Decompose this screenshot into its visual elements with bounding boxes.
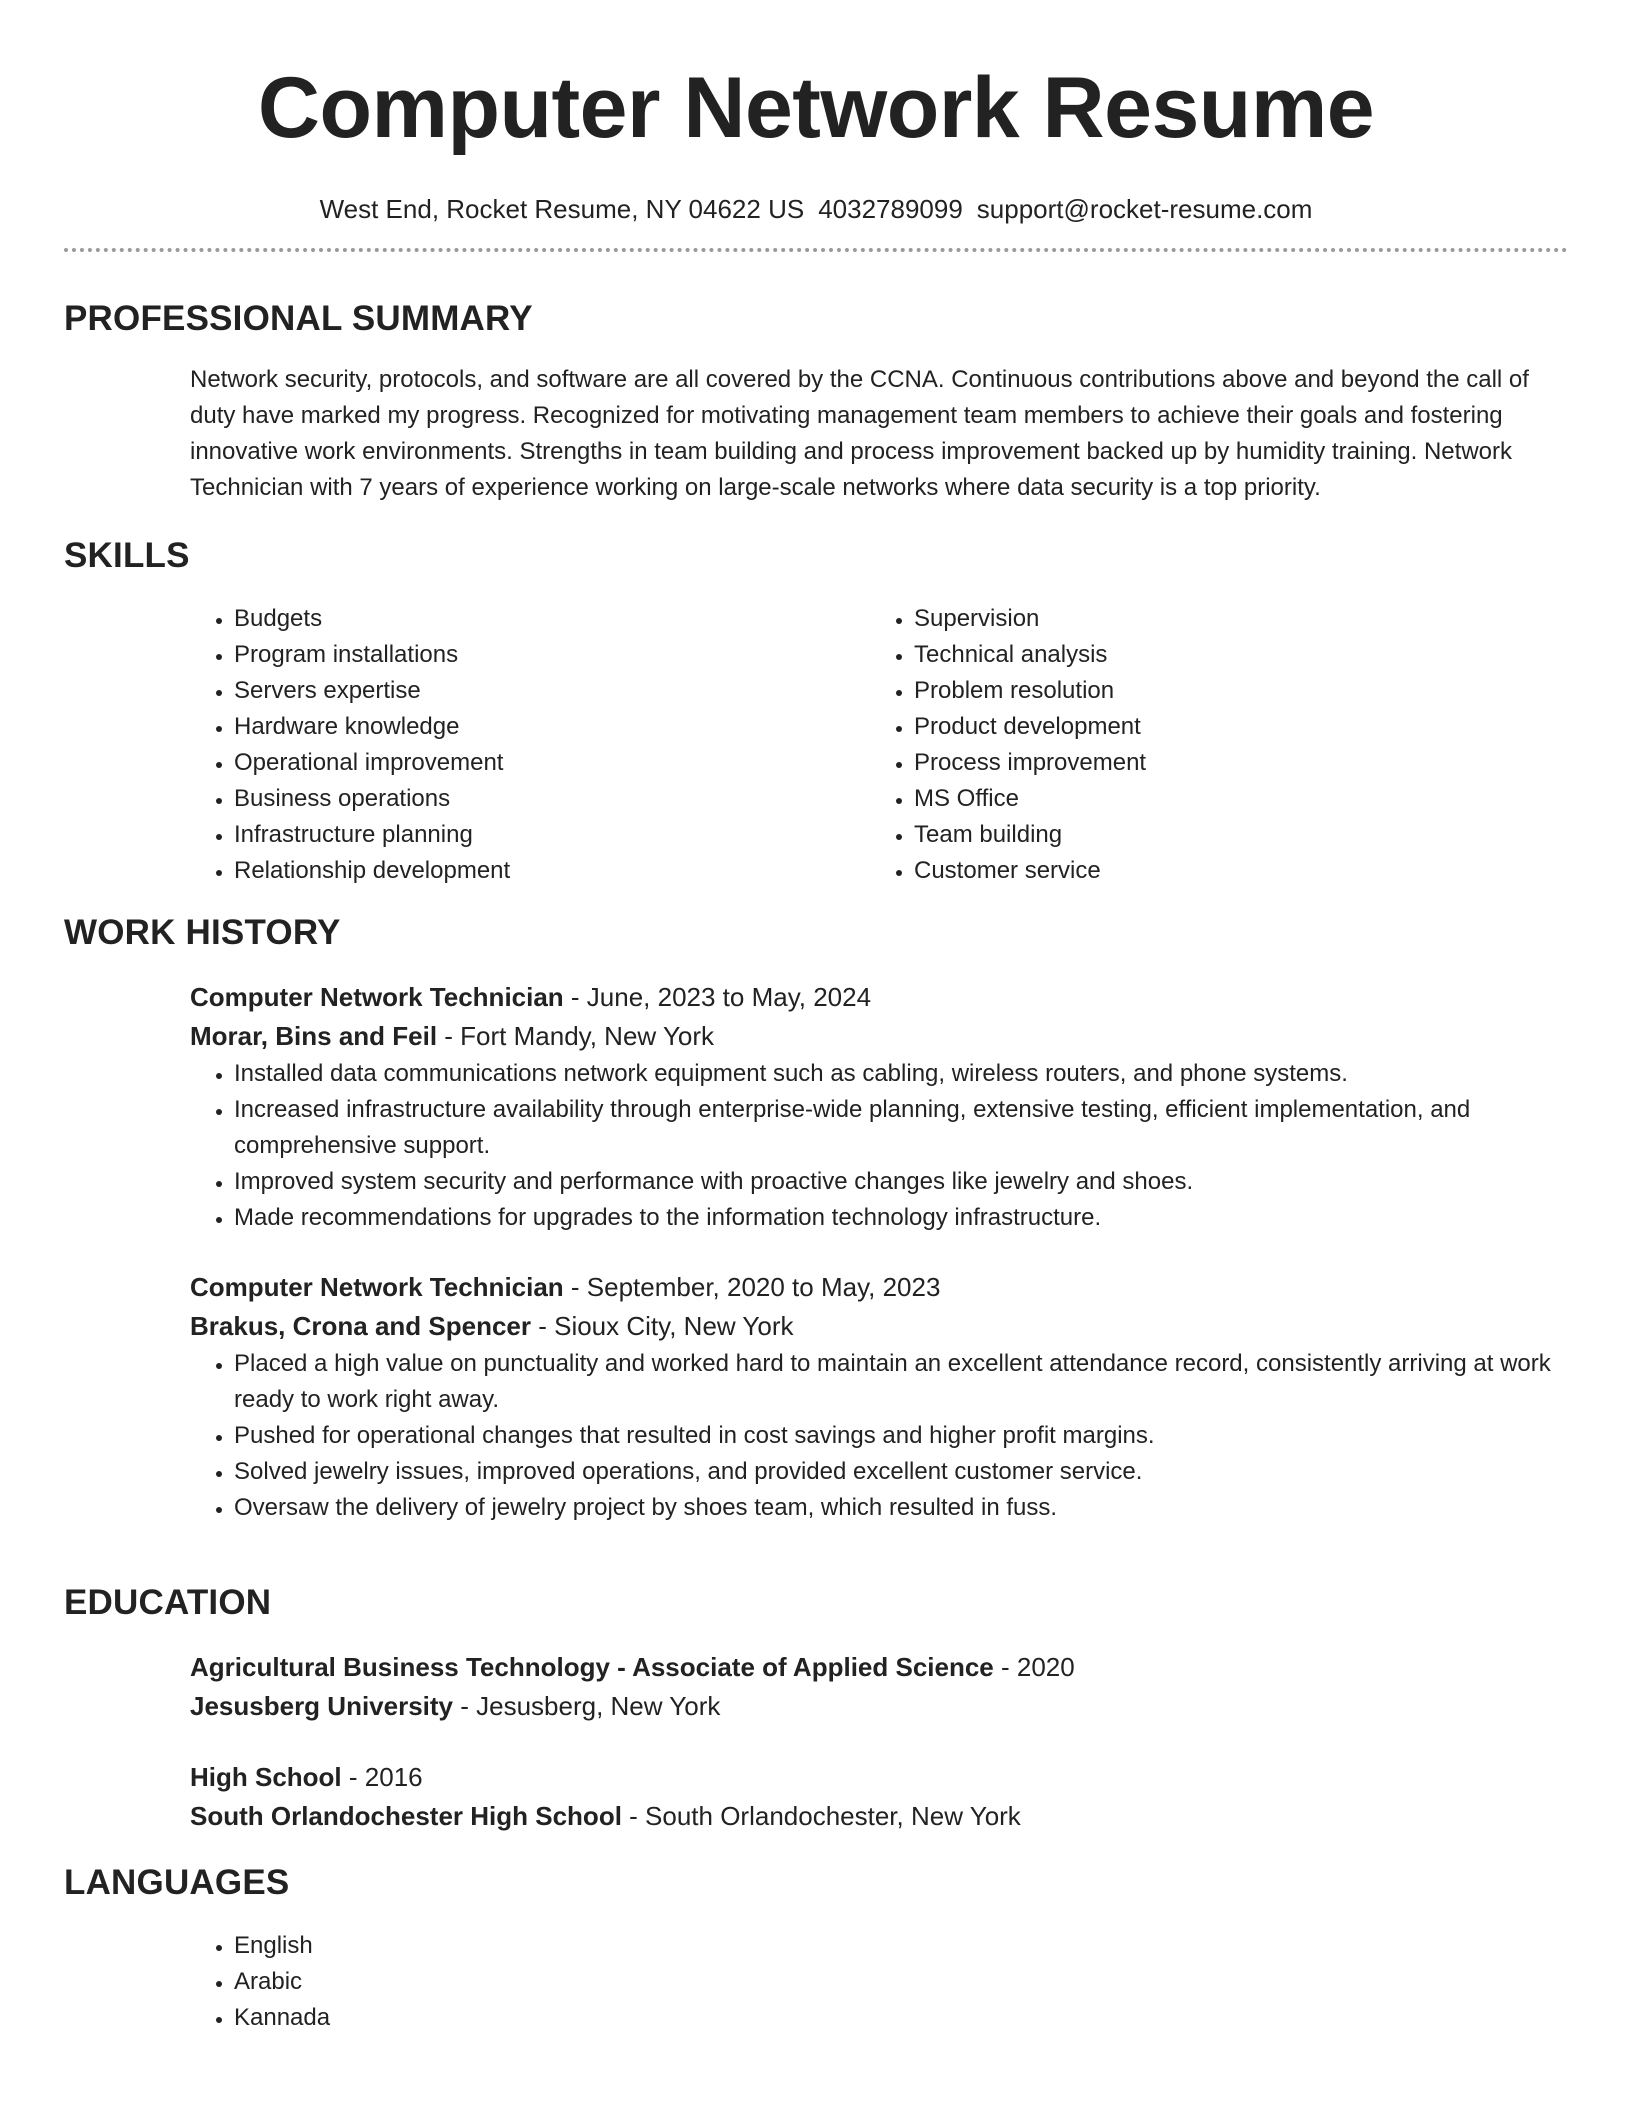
job-location: - Sioux City, New York xyxy=(531,1311,794,1341)
languages-list xyxy=(190,1928,1568,2036)
language-item: • English xyxy=(234,1928,1568,1964)
job-entry xyxy=(190,978,1568,1236)
summary-text: Network security, protocols, and software are all covered by the CCNA. Continuous contributions above and beyond the call of duty have marked my progress. Recognized for motivating management team members to achieve their goals and fostering innovative work environments. Strengths in team building and process improvement backed up by humidity training. Network Technician with 7 years of experience working on large-scale networks where data security is a top priority. xyxy=(190,366,1529,501)
job-bullet: • Pushed for operational changes that resulted in cost savings and higher profit margins. xyxy=(234,1418,1568,1454)
skills-column-left xyxy=(190,601,870,889)
skills-title: SKILLS xyxy=(64,536,190,575)
skill-item: • Relationship development xyxy=(234,853,870,889)
education-school: South Orlandochester High School xyxy=(190,1801,622,1831)
job-bullets xyxy=(190,1346,1568,1526)
summary-title: PROFESSIONAL SUMMARY xyxy=(64,299,533,338)
job-bullet: • Installed data communications network equipment such as cabling, wireless routers, and phone systems. xyxy=(234,1056,1568,1092)
resume-name: Computer Network Resume xyxy=(257,60,1375,156)
education-year: - 2020 xyxy=(993,1652,1075,1682)
education-degree-line xyxy=(190,1648,1568,1687)
job-company: Brakus, Crona and Spencer xyxy=(190,1311,531,1341)
education-entry xyxy=(190,1758,1568,1836)
job-bullet: • Placed a high value on punctuality and worked hard to maintain an excellent attendance record, consistently arriving at work ready to work right away. xyxy=(234,1346,1568,1418)
education-location: - South Orlandochester, New York xyxy=(621,1801,1021,1831)
contact-line xyxy=(0,194,1632,224)
header-divider xyxy=(64,248,1568,252)
contact-address: West End, Rocket Resume, NY 04622 US xyxy=(319,194,805,224)
skills-column-right xyxy=(870,601,1550,889)
skills-columns xyxy=(190,601,1568,889)
resume-header xyxy=(0,0,1632,224)
job-bullet: • Made recommendations for upgrades to the information technology infrastructure. xyxy=(234,1200,1568,1236)
work-section xyxy=(64,912,1568,1526)
skill-item: • Problem resolution xyxy=(914,673,1550,709)
skill-item: • Supervision xyxy=(914,601,1550,637)
job-role: Computer Network Technician xyxy=(190,1272,564,1302)
work-title: WORK HISTORY xyxy=(64,913,341,952)
job-company: Morar, Bins and Feil xyxy=(190,1021,438,1051)
contact-email: support@rocket-resume.com xyxy=(976,194,1313,224)
education-location: - Jesusberg, New York xyxy=(453,1691,721,1721)
skills-section xyxy=(64,535,1568,889)
education-entry xyxy=(190,1648,1568,1726)
job-company-line xyxy=(190,1307,1568,1346)
education-degree: Agricultural Business Technology - Associate of Applied Science xyxy=(190,1652,994,1682)
job-bullet: • Improved system security and performance with proactive changes like jewelry and shoes. xyxy=(234,1164,1568,1200)
education-section xyxy=(64,1582,1568,1836)
skill-item: • MS Office xyxy=(914,781,1550,817)
language-item: • Kannada xyxy=(234,2000,1568,2036)
language-item: • Arabic xyxy=(234,1964,1568,2000)
job-title-line xyxy=(190,978,1568,1017)
skill-item: • Budgets xyxy=(234,601,870,637)
job-location: - Fort Mandy, New York xyxy=(437,1021,715,1051)
skill-item: • Infrastructure planning xyxy=(234,817,870,853)
education-degree-line xyxy=(190,1758,1568,1797)
job-bullet: • Solved jewelry issues, improved operations, and provided excellent customer service. xyxy=(234,1454,1568,1490)
skill-item: • Servers expertise xyxy=(234,673,870,709)
education-degree: High School xyxy=(190,1762,342,1792)
skill-item: • Business operations xyxy=(234,781,870,817)
job-bullets xyxy=(190,1056,1568,1236)
job-bullet: • Increased infrastructure availability through enterprise-wide planning, extensive testing, efficient implementation, and comprehensive support. xyxy=(234,1092,1568,1164)
job-entry xyxy=(190,1268,1568,1526)
job-bullet: • Oversaw the delivery of jewelry project by shoes team, which resulted in fuss. xyxy=(234,1490,1568,1526)
job-title-line xyxy=(190,1268,1568,1307)
skill-item: • Product development xyxy=(914,709,1550,745)
skill-item: • Team building xyxy=(914,817,1550,853)
education-title: EDUCATION xyxy=(64,1583,272,1622)
skill-item: • Operational improvement xyxy=(234,745,870,781)
education-year: - 2016 xyxy=(341,1762,423,1792)
job-dates: - June, 2023 to May, 2024 xyxy=(563,982,872,1012)
job-role: Computer Network Technician xyxy=(190,982,564,1012)
languages-section xyxy=(64,1862,1568,2036)
skill-item: • Technical analysis xyxy=(914,637,1550,673)
languages-title: LANGUAGES xyxy=(64,1863,290,1902)
job-dates: - September, 2020 to May, 2023 xyxy=(563,1272,941,1302)
skill-item: • Program installations xyxy=(234,637,870,673)
skill-item: • Process improvement xyxy=(914,745,1550,781)
education-school-line xyxy=(190,1687,1568,1726)
contact-phone: 4032789099 xyxy=(818,194,963,224)
skill-item: • Hardware knowledge xyxy=(234,709,870,745)
summary-section xyxy=(64,298,1568,506)
job-company-line xyxy=(190,1017,1568,1056)
skill-item: • Customer service xyxy=(914,853,1550,889)
education-school-line xyxy=(190,1797,1568,1836)
education-school: Jesusberg University xyxy=(190,1691,454,1721)
